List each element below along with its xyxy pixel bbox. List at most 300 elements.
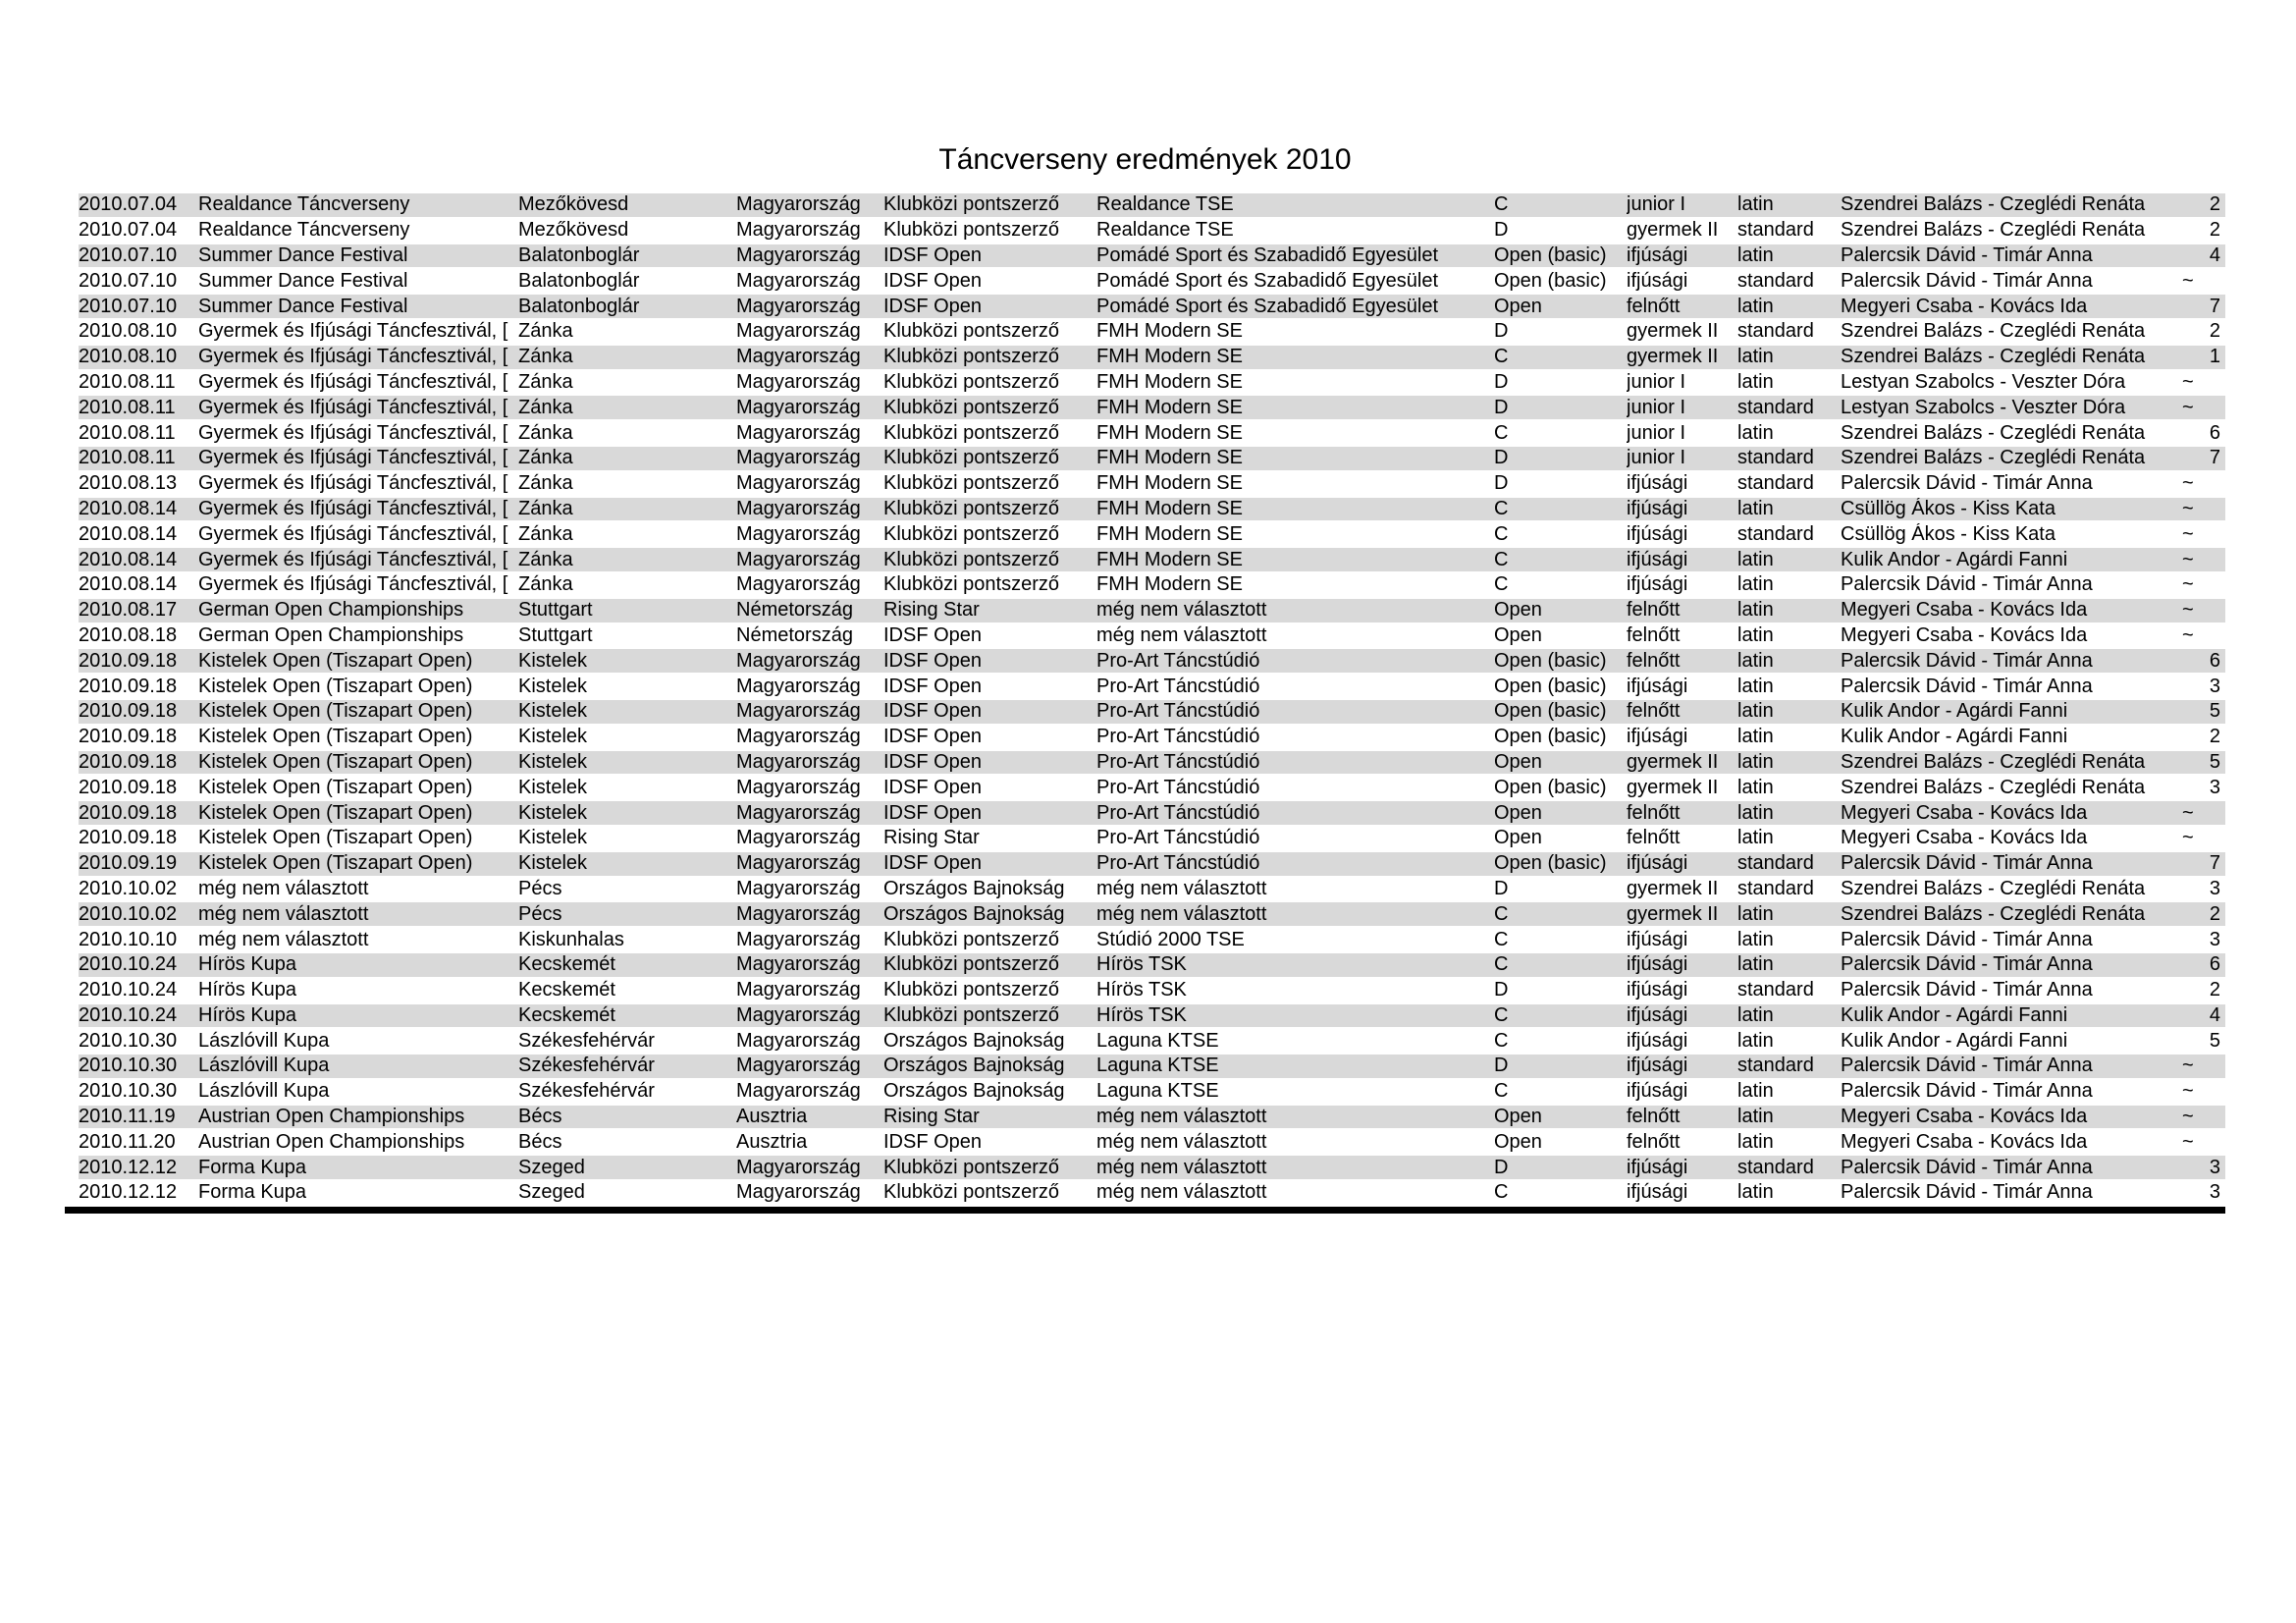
cell-date: 2010.12.12 [79,1181,178,1204]
cell-country: Magyarország [736,346,861,368]
cell-competition-type: Klubközi pontszerző [883,979,1059,1001]
cell-date: 2010.10.10 [79,928,178,950]
cell-style: latin [1737,801,1774,824]
cell-date: 2010.09.18 [79,801,178,824]
cell-event-name: Gyermek és Ifjúsági Táncfesztivál, [ [198,522,508,545]
cell-competition-type: IDSF Open [883,700,983,723]
table-row [79,1029,2225,1055]
cell-country: Ausztria [736,1130,808,1153]
cell-class: D [1494,370,1509,393]
cell-class: C [1494,1181,1509,1204]
cell-age-group: gyermek II [1627,750,1719,773]
cell-city: Balatonboglár [518,269,640,292]
cell-country: Magyarország [736,726,861,748]
cell-style: latin [1737,675,1774,697]
cell-result: 6 [2209,649,2220,672]
cell-organizer: Laguna KTSE [1096,1055,1219,1077]
table-row [79,1004,2225,1030]
cell-class: Open (basic) [1494,649,1607,672]
cell-style: standard [1737,1055,1814,1077]
table-row [79,219,2225,244]
cell-country: Magyarország [736,852,861,875]
cell-event-name: Gyermek és Ifjúsági Táncfesztivál, [ [198,497,508,519]
cell-event-name: Hírös Kupa [198,979,297,1001]
table-row [79,953,2225,979]
table-row [79,1080,2225,1106]
cell-result: 7 [2209,447,2220,469]
cell-organizer: FMH Modern SE [1096,396,1243,418]
cell-result: ~ [2182,573,2194,596]
cell-class: D [1494,219,1509,242]
cell-couple: Szendrei Balázs - Czeglédi Renáta [1841,421,2146,444]
table-row [79,1130,2225,1156]
cell-event-name: Forma Kupa [198,1181,307,1204]
cell-couple: Szendrei Balázs - Czeglédi Renáta [1841,346,2146,368]
cell-event-name: Kistelek Open (Tiszapart Open) [198,852,473,875]
cell-country: Magyarország [736,675,861,697]
cell-class: D [1494,877,1509,899]
cell-style: standard [1737,877,1814,899]
cell-result: 3 [2209,928,2220,950]
cell-date: 2010.08.10 [79,346,178,368]
cell-couple: Szendrei Balázs - Czeglédi Renáta [1841,219,2146,242]
cell-competition-type: Országos Bajnokság [883,1029,1065,1052]
cell-organizer: Hírös TSK [1096,953,1187,976]
cell-style: latin [1737,370,1774,393]
cell-couple: Kulik Andor - Agárdi Fanni [1841,726,2068,748]
cell-competition-type: Klubközi pontszerző [883,573,1059,596]
cell-style: latin [1737,1080,1774,1103]
cell-country: Németország [736,599,853,622]
cell-style: latin [1737,700,1774,723]
cell-organizer: Hírös TSK [1096,979,1187,1001]
cell-city: Mezőkövesd [518,193,629,216]
cell-age-group: junior I [1627,370,1686,393]
cell-style: latin [1737,346,1774,368]
cell-country: Magyarország [736,295,861,317]
cell-competition-type: Rising Star [883,1106,980,1128]
cell-competition-type: Klubközi pontszerző [883,1003,1059,1026]
cell-organizer: FMH Modern SE [1096,346,1243,368]
cell-date: 2010.08.13 [79,472,178,495]
table-row [79,295,2225,320]
cell-age-group: junior I [1627,396,1686,418]
cell-city: Zánka [518,548,573,570]
cell-city: Zánka [518,573,573,596]
cell-organizer: Pro-Art Táncstúdió [1096,649,1260,672]
cell-competition-type: Klubközi pontszerző [883,953,1059,976]
cell-organizer: Laguna KTSE [1096,1080,1219,1103]
cell-city: Mezőkövesd [518,219,629,242]
table-row [79,700,2225,726]
cell-organizer: még nem választott [1096,1130,1267,1153]
cell-date: 2010.10.24 [79,979,178,1001]
cell-class: C [1494,1029,1509,1052]
cell-class: C [1494,902,1509,925]
cell-competition-type: IDSF Open [883,1130,983,1153]
cell-organizer: még nem választott [1096,902,1267,925]
cell-date: 2010.10.30 [79,1029,178,1052]
cell-organizer: FMH Modern SE [1096,522,1243,545]
cell-result: 5 [2209,750,2220,773]
cell-city: Szeged [518,1181,585,1204]
cell-city: Zánka [518,346,573,368]
cell-class: D [1494,447,1509,469]
cell-city: Pécs [518,877,562,899]
cell-country: Magyarország [736,902,861,925]
cell-event-name: German Open Championships [198,623,464,646]
cell-class: Open [1494,599,1542,622]
cell-city: Kistelek [518,750,588,773]
cell-class: Open [1494,1106,1542,1128]
cell-date: 2010.08.10 [79,320,178,343]
table-row [79,573,2225,599]
cell-country: Magyarország [736,548,861,570]
cell-competition-type: Klubközi pontszerző [883,928,1059,950]
page-title: Táncverseny eredmények 2010 [938,143,1352,176]
cell-country: Magyarország [736,573,861,596]
cell-result: 7 [2209,295,2220,317]
cell-organizer: Pomádé Sport és Szabadidő Egyesület [1096,269,1438,292]
cell-age-group: ifjúsági [1627,1029,1688,1052]
cell-competition-type: IDSF Open [883,269,983,292]
cell-city: Kistelek [518,649,588,672]
cell-city: Zánka [518,497,573,519]
cell-couple: Szendrei Balázs - Czeglédi Renáta [1841,193,2146,216]
cell-class: Open (basic) [1494,243,1607,266]
cell-age-group: ifjúsági [1627,1003,1688,1026]
cell-class: Open [1494,295,1542,317]
cell-couple: Kulik Andor - Agárdi Fanni [1841,700,2068,723]
cell-country: Németország [736,623,853,646]
cell-city: Zánka [518,421,573,444]
table-row [79,269,2225,295]
table-row [79,979,2225,1004]
table-row [79,599,2225,624]
cell-age-group: ifjúsági [1627,269,1688,292]
cell-date: 2010.08.18 [79,623,178,646]
cell-organizer: még nem választott [1096,623,1267,646]
cell-style: standard [1737,320,1814,343]
cell-event-name: Lászlóvill Kupa [198,1055,330,1077]
cell-age-group: ifjúsági [1627,522,1688,545]
cell-date: 2010.07.10 [79,295,178,317]
cell-style: latin [1737,827,1774,849]
cell-age-group: felnőtt [1627,295,1681,317]
cell-organizer: még nem választott [1096,599,1267,622]
cell-class: C [1494,522,1509,545]
cell-class: Open (basic) [1494,269,1607,292]
cell-couple: Szendrei Balázs - Czeglédi Renáta [1841,447,2146,469]
cell-city: Kistelek [518,852,588,875]
cell-style: standard [1737,269,1814,292]
cell-city: Stuttgart [518,599,593,622]
cell-result: ~ [2182,522,2194,545]
cell-style: latin [1737,750,1774,773]
cell-country: Magyarország [736,447,861,469]
cell-age-group: gyermek II [1627,776,1719,798]
cell-age-group: felnőtt [1627,649,1681,672]
cell-result: ~ [2182,269,2194,292]
cell-event-name: Hírös Kupa [198,953,297,976]
cell-date: 2010.09.18 [79,776,178,798]
cell-date: 2010.10.02 [79,902,178,925]
cell-age-group: felnőtt [1627,827,1681,849]
cell-event-name: Summer Dance Festival [198,269,408,292]
cell-class: Open (basic) [1494,675,1607,697]
results-table [65,193,2225,1207]
cell-competition-type: Klubközi pontszerző [883,497,1059,519]
cell-event-name: Gyermek és Ifjúsági Táncfesztivál, [ [198,573,508,596]
cell-organizer: még nem választott [1096,877,1267,899]
cell-country: Magyarország [736,193,861,216]
cell-country: Magyarország [736,370,861,393]
cell-style: standard [1737,472,1814,495]
cell-style: latin [1737,623,1774,646]
cell-couple: Palercsik Dávid - Timár Anna [1841,979,2093,1001]
cell-age-group: gyermek II [1627,877,1719,899]
cell-country: Magyarország [736,269,861,292]
cell-event-name: Kistelek Open (Tiszapart Open) [198,776,473,798]
cell-date: 2010.08.11 [79,421,176,444]
cell-country: Magyarország [736,1029,861,1052]
table-row [79,624,2225,650]
cell-date: 2010.09.18 [79,675,178,697]
cell-result: ~ [2182,1080,2194,1103]
cell-city: Pécs [518,902,562,925]
cell-date: 2010.08.14 [79,522,178,545]
cell-competition-type: IDSF Open [883,243,983,266]
cell-organizer: Realdance TSE [1096,219,1234,242]
cell-event-name: Kistelek Open (Tiszapart Open) [198,750,473,773]
cell-date: 2010.09.18 [79,726,178,748]
cell-organizer: Pomádé Sport és Szabadidő Egyesület [1096,243,1438,266]
cell-result: 2 [2209,193,2220,216]
table-row [79,827,2225,852]
cell-age-group: ifjúsági [1627,726,1688,748]
cell-competition-type: Klubközi pontszerző [883,346,1059,368]
cell-date: 2010.07.10 [79,243,178,266]
table-row [79,346,2225,371]
cell-competition-type: IDSF Open [883,649,983,672]
cell-city: Balatonboglár [518,243,640,266]
cell-result: 1 [2209,346,2220,368]
cell-country: Magyarország [736,1080,861,1103]
cell-class: C [1494,497,1509,519]
cell-couple: Megyeri Csaba - Kovács Ida [1841,295,2088,317]
cell-class: Open [1494,1130,1542,1153]
cell-competition-type: IDSF Open [883,801,983,824]
cell-result: 4 [2209,1003,2220,1026]
cell-style: latin [1737,1130,1774,1153]
cell-style: latin [1737,548,1774,570]
cell-competition-type: Országos Bajnokság [883,1080,1065,1103]
cell-competition-type: Klubközi pontszerző [883,219,1059,242]
cell-city: Zánka [518,447,573,469]
table-row [79,1055,2225,1080]
cell-result: 3 [2209,675,2220,697]
cell-country: Magyarország [736,700,861,723]
cell-city: Kecskemét [518,953,615,976]
cell-couple: Palercsik Dávid - Timár Anna [1841,852,2093,875]
cell-city: Kistelek [518,827,588,849]
cell-age-group: gyermek II [1627,219,1719,242]
table-row [79,801,2225,827]
table-row [79,878,2225,903]
cell-result: ~ [2182,396,2194,418]
cell-city: Bécs [518,1130,562,1153]
cell-competition-type: IDSF Open [883,726,983,748]
cell-result: 6 [2209,953,2220,976]
table-row [79,852,2225,878]
cell-country: Magyarország [736,522,861,545]
cell-style: latin [1737,295,1774,317]
cell-event-name: Gyermek és Ifjúsági Táncfesztivál, [ [198,346,508,368]
cell-organizer: Pro-Art Táncstúdió [1096,776,1260,798]
cell-class: D [1494,1156,1509,1178]
cell-class: C [1494,573,1509,596]
cell-city: Kistelek [518,776,588,798]
cell-couple: Megyeri Csaba - Kovács Ida [1841,1130,2088,1153]
cell-result: ~ [2182,599,2194,622]
cell-country: Magyarország [736,497,861,519]
cell-event-name: Hírös Kupa [198,1003,297,1026]
cell-event-name: Lászlóvill Kupa [198,1029,330,1052]
cell-city: Székesfehérvár [518,1029,655,1052]
cell-couple: Palercsik Dávid - Timár Anna [1841,1156,2093,1178]
cell-class: C [1494,421,1509,444]
cell-result: 4 [2209,243,2220,266]
cell-class: D [1494,396,1509,418]
cell-country: Magyarország [736,1055,861,1077]
cell-date: 2010.08.11 [79,396,176,418]
cell-couple: Megyeri Csaba - Kovács Ida [1841,599,2088,622]
table-row [79,396,2225,421]
cell-class: C [1494,548,1509,570]
cell-date: 2010.10.02 [79,877,178,899]
cell-city: Bécs [518,1106,562,1128]
cell-result: ~ [2182,1106,2194,1128]
cell-age-group: gyermek II [1627,902,1719,925]
cell-age-group: ifjúsági [1627,243,1688,266]
cell-organizer: Realdance TSE [1096,193,1234,216]
cell-result: ~ [2182,472,2194,495]
cell-event-name: Kistelek Open (Tiszapart Open) [198,675,473,697]
cell-competition-type: Klubközi pontszerző [883,548,1059,570]
cell-organizer: FMH Modern SE [1096,320,1243,343]
cell-style: standard [1737,979,1814,1001]
cell-age-group: felnőtt [1627,623,1681,646]
cell-event-name: Lászlóvill Kupa [198,1080,330,1103]
cell-result: ~ [2182,1130,2194,1153]
cell-city: Stuttgart [518,623,593,646]
cell-date: 2010.11.19 [79,1106,176,1128]
cell-event-name: Realdance Táncverseny [198,219,410,242]
cell-couple: Megyeri Csaba - Kovács Ida [1841,801,2088,824]
cell-age-group: felnőtt [1627,700,1681,723]
cell-organizer: FMH Modern SE [1096,472,1243,495]
cell-city: Kistelek [518,675,588,697]
cell-organizer: Stúdió 2000 TSE [1096,928,1245,950]
cell-style: latin [1737,599,1774,622]
table-row [79,498,2225,523]
cell-couple: Palercsik Dávid - Timár Anna [1841,472,2093,495]
cell-city: Székesfehérvár [518,1080,655,1103]
cell-organizer: még nem választott [1096,1106,1267,1128]
cell-class: C [1494,1080,1509,1103]
cell-country: Magyarország [736,320,861,343]
cell-couple: Palercsik Dávid - Timár Anna [1841,675,2093,697]
cell-couple: Palercsik Dávid - Timár Anna [1841,1080,2093,1103]
cell-style: latin [1737,902,1774,925]
cell-age-group: felnőtt [1627,599,1681,622]
cell-competition-type: IDSF Open [883,852,983,875]
cell-result: 3 [2209,1156,2220,1178]
cell-competition-type: Klubközi pontszerző [883,522,1059,545]
cell-city: Kistelek [518,801,588,824]
cell-age-group: ifjúsági [1627,1080,1688,1103]
cell-style: latin [1737,1003,1774,1026]
cell-city: Kecskemét [518,979,615,1001]
cell-couple: Szendrei Balázs - Czeglédi Renáta [1841,902,2146,925]
cell-age-group: junior I [1627,447,1686,469]
cell-date: 2010.09.18 [79,750,178,773]
table-row [79,675,2225,700]
cell-style: latin [1737,243,1774,266]
cell-class: C [1494,346,1509,368]
cell-city: Szeged [518,1156,585,1178]
cell-event-name: Summer Dance Festival [198,295,408,317]
cell-couple: Palercsik Dávid - Timár Anna [1841,1055,2093,1077]
cell-couple: Kulik Andor - Agárdi Fanni [1841,1029,2068,1052]
cell-age-group: felnőtt [1627,1106,1681,1128]
cell-age-group: felnőtt [1627,801,1681,824]
cell-style: latin [1737,953,1774,976]
cell-couple: Megyeri Csaba - Kovács Ida [1841,1106,2088,1128]
cell-result: 7 [2209,852,2220,875]
cell-class: Open (basic) [1494,726,1607,748]
cell-class: Open [1494,750,1542,773]
cell-style: standard [1737,219,1814,242]
cell-date: 2010.09.18 [79,649,178,672]
cell-organizer: Pro-Art Táncstúdió [1096,675,1260,697]
cell-competition-type: Országos Bajnokság [883,877,1065,899]
cell-result: 2 [2209,726,2220,748]
cell-city: Székesfehérvár [518,1055,655,1077]
table-row [79,371,2225,397]
cell-competition-type: Országos Bajnokság [883,902,1065,925]
cell-country: Magyarország [736,396,861,418]
cell-country: Magyarország [736,928,861,950]
cell-age-group: ifjúsági [1627,573,1688,596]
cell-organizer: FMH Modern SE [1096,370,1243,393]
cell-couple: Megyeri Csaba - Kovács Ida [1841,827,2088,849]
cell-class: C [1494,193,1509,216]
cell-country: Magyarország [736,953,861,976]
table-row [79,548,2225,573]
cell-result: 6 [2209,421,2220,444]
table-row [79,649,2225,675]
cell-event-name: Kistelek Open (Tiszapart Open) [198,801,473,824]
cell-class: Open [1494,827,1542,849]
cell-style: latin [1737,497,1774,519]
cell-couple: Csüllög Ákos - Kiss Kata [1841,522,2056,545]
table-row [79,320,2225,346]
cell-age-group: felnőtt [1627,1130,1681,1153]
cell-style: standard [1737,1156,1814,1178]
cell-date: 2010.08.14 [79,497,178,519]
cell-result: 2 [2209,320,2220,343]
